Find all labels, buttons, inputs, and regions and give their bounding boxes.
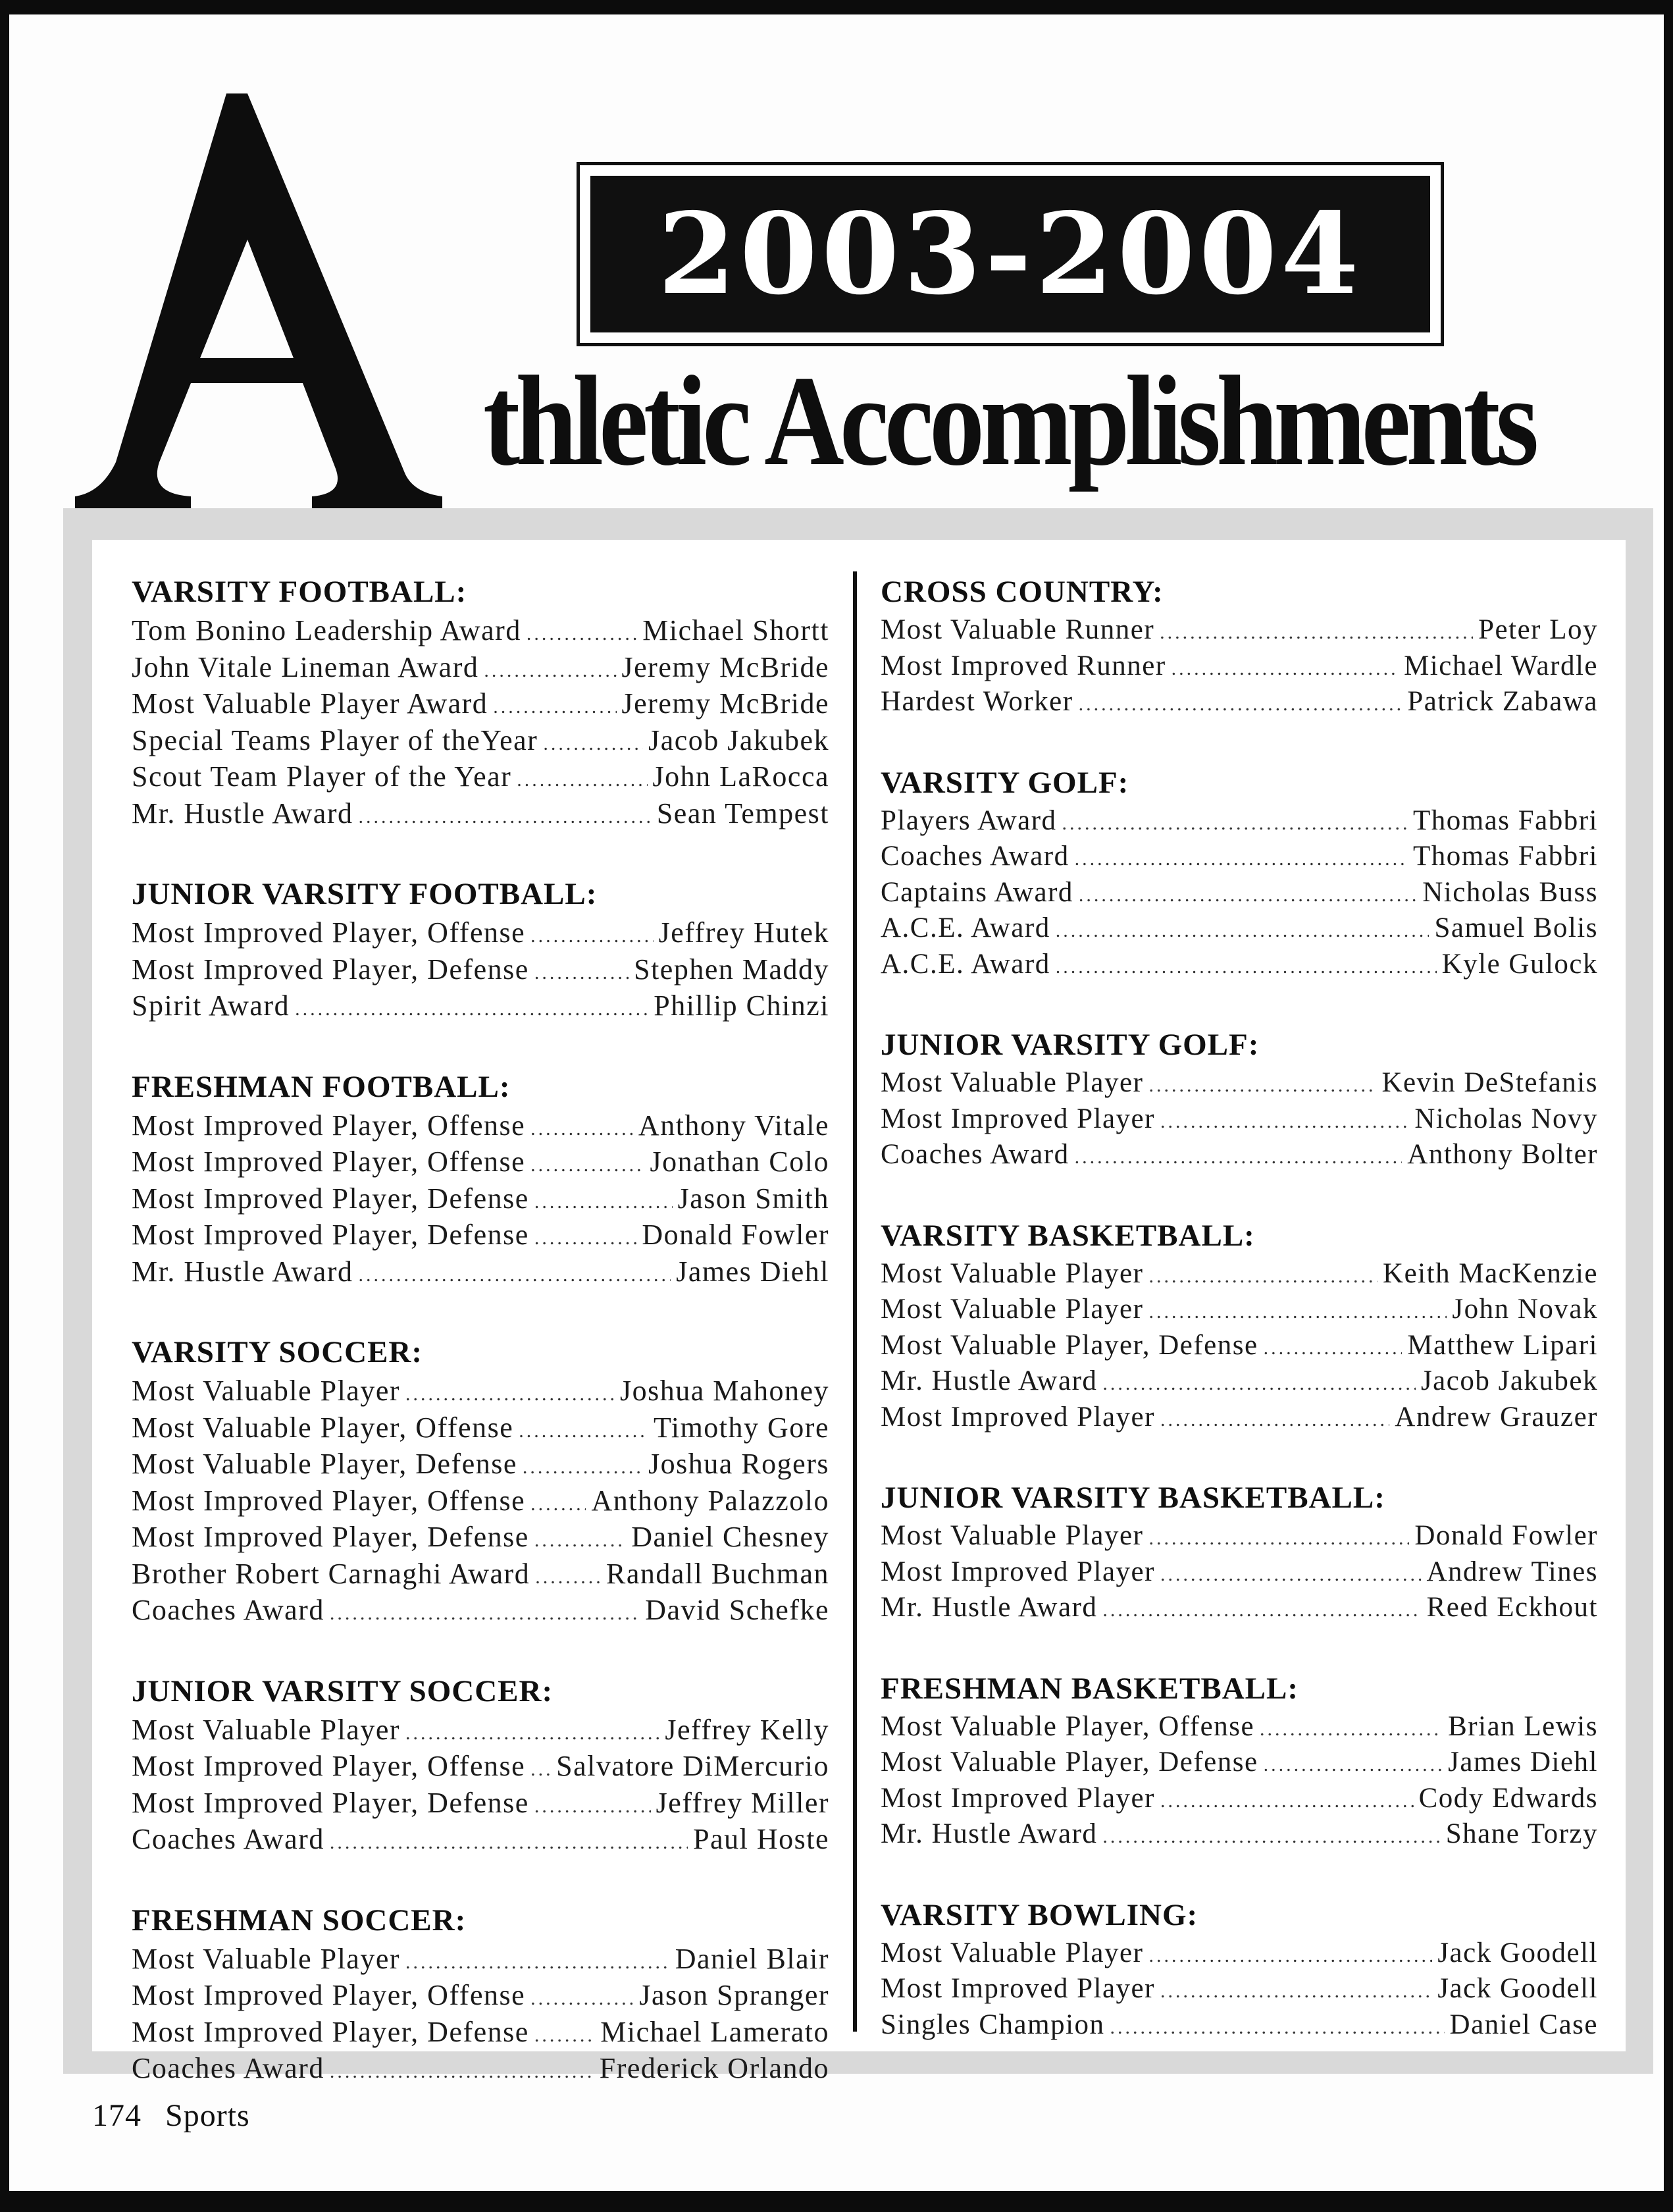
section-heading: JUNIOR VARSITY SOCCER: (132, 1673, 553, 1708)
award-winner: Andrew Grauzer (1395, 1401, 1598, 1433)
award-row (132, 1592, 829, 1629)
dot-leader (1160, 623, 1473, 643)
award-name: Most Improved Player, Defense (132, 953, 529, 986)
award-winner: Donald Fowler (642, 1219, 829, 1251)
dot-leader (330, 1833, 688, 1853)
award-name: Most Improved Player (881, 1401, 1155, 1433)
award-row (132, 612, 829, 649)
award-section (132, 1900, 829, 2087)
dot-leader (1102, 1374, 1416, 1394)
award-row (881, 1101, 1598, 1138)
award-name: Tom Bonino Leadership Award (132, 614, 521, 646)
award-name: Most Valuable Player, Offense (881, 1710, 1255, 1742)
dot-leader (484, 661, 616, 681)
dot-leader (517, 770, 647, 790)
dot-leader (1110, 2018, 1445, 2038)
award-section (132, 571, 829, 831)
award-row (132, 1446, 829, 1483)
dot-leader (530, 1989, 634, 2009)
award-winner: Jeremy McBride (621, 687, 829, 720)
award-row (132, 1556, 829, 1593)
award-winner: Daniel Blair (675, 1942, 829, 1975)
award-name: Mr. Hustle Award (881, 1592, 1098, 1623)
award-winner: Anthony Palazzolo (591, 1484, 829, 1517)
award-row (132, 1977, 829, 2014)
award-row (881, 1554, 1598, 1591)
award-row (132, 685, 829, 722)
award-section (132, 1066, 829, 1290)
award-row (132, 1785, 829, 1822)
drop-cap-a (75, 93, 470, 515)
award-winner: Nicholas Buss (1422, 876, 1598, 908)
award-section (881, 1895, 1598, 2043)
award-row (881, 1816, 1598, 1853)
award-name: John Vitale Lineman Award (132, 650, 479, 683)
award-name: Scout Team Player of the Year (132, 760, 512, 793)
dot-leader (1148, 1302, 1447, 1322)
award-row (132, 1373, 829, 1409)
dot-leader (530, 1119, 633, 1139)
dot-leader (534, 963, 629, 983)
award-winner: Jason Spranger (639, 1979, 829, 2011)
award-row (881, 875, 1598, 911)
award-winner: Jeremy McBride (621, 650, 829, 683)
section-heading: VARSITY BOWLING: (881, 1897, 1198, 1932)
dot-leader (1056, 921, 1429, 941)
dot-leader (1148, 1267, 1377, 1286)
award-row (132, 1217, 829, 1253)
award-name: Most Valuable Player (881, 1257, 1144, 1289)
section-heading: JUNIOR VARSITY FOOTBALL: (132, 877, 598, 911)
award-winner: Kevin DeStefanis (1381, 1067, 1598, 1098)
dot-leader (330, 1604, 640, 1623)
dot-leader (1148, 1076, 1376, 1095)
award-winner: Michael Lamerato (600, 2015, 829, 2048)
award-row (132, 795, 829, 832)
award-winner: Matthew Lipari (1407, 1329, 1598, 1361)
award-row (132, 1180, 829, 1217)
dot-leader (1171, 659, 1399, 679)
award-name: Most Valuable Player, Defense (881, 1329, 1258, 1361)
dot-leader (530, 926, 653, 946)
award-name: Most Valuable Player (881, 1937, 1144, 1968)
award-winner: Shane Torzy (1445, 1818, 1598, 1849)
award-winner: Donald Fowler (1414, 1520, 1598, 1551)
award-winner: Patrick Zabawa (1407, 686, 1598, 717)
dot-leader (534, 1192, 673, 1212)
dot-leader (1075, 1147, 1403, 1167)
award-winner: John LaRocca (652, 760, 829, 793)
section-name: Sports (165, 2098, 250, 2133)
dot-leader (1160, 1410, 1389, 1430)
award-winner: Phillip Chinzi (654, 989, 829, 1022)
award-row (881, 1363, 1598, 1400)
award-name: Most Improved Player, Offense (132, 1146, 526, 1178)
award-name: Most Improved Player (881, 1973, 1155, 2004)
dot-leader (1264, 1755, 1443, 1775)
award-name: Most Valuable Runner (881, 614, 1155, 645)
award-winner: Peter Loy (1478, 614, 1598, 645)
award-name: Coaches Award (881, 841, 1069, 872)
award-row (132, 1821, 829, 1858)
award-name: Brother Robert Carnaghi Award (132, 1557, 530, 1590)
dot-leader (534, 1797, 651, 1816)
award-name: Hardest Worker (881, 686, 1073, 717)
award-name: Most Improved Player, Defense (132, 1521, 529, 1553)
dot-leader (405, 1953, 670, 1972)
left-column (132, 571, 829, 2129)
dot-leader (1160, 1791, 1414, 1811)
award-row (881, 1590, 1598, 1626)
column-divider (853, 571, 857, 2032)
award-row (132, 1519, 829, 1556)
award-winner: Keith MacKenzie (1383, 1257, 1598, 1289)
award-row (881, 947, 1598, 983)
award-winner: Michael Wardle (1404, 650, 1598, 681)
dot-leader (535, 1567, 601, 1587)
award-winner: Stephen Maddy (634, 953, 829, 986)
award-name: Spirit Award (132, 989, 290, 1022)
award-name: Mr. Hustle Award (881, 1818, 1098, 1849)
award-row (881, 612, 1598, 648)
award-winner: Jack Goodell (1437, 1937, 1598, 1968)
dot-leader (1075, 849, 1408, 869)
award-row (881, 1745, 1598, 1781)
award-name: Most Valuable Player (881, 1067, 1144, 1098)
section-heading: FRESHMAN FOOTBALL: (132, 1069, 511, 1104)
section-heading: VARSITY FOOTBALL: (132, 575, 467, 609)
award-row (132, 1712, 829, 1749)
award-name: Captains Award (881, 876, 1073, 908)
award-winner: Jacob Jakubek (1420, 1365, 1598, 1396)
award-name: Most Valuable Player (881, 1520, 1144, 1551)
award-winner: Jeffrey Miller (656, 1786, 829, 1819)
year-text: 2003-2004 (590, 176, 1430, 332)
award-winner: Paul Hoste (693, 1823, 829, 1855)
award-row (132, 914, 829, 951)
dot-leader (493, 697, 616, 717)
section-heading: FRESHMAN BASKETBALL: (881, 1671, 1299, 1706)
right-column (881, 571, 1598, 2085)
award-winner: James Diehl (676, 1255, 829, 1288)
award-row (132, 951, 829, 988)
section-heading: JUNIOR VARSITY BASKETBALL: (881, 1481, 1385, 1515)
award-row (881, 803, 1598, 839)
award-name: Coaches Award (132, 1594, 324, 1626)
award-name: Most Improved Player (881, 1556, 1155, 1587)
award-name: Most Improved Player (881, 1782, 1155, 1814)
award-winner: Cody Edwards (1418, 1782, 1598, 1814)
award-winner: Salvatore DiMercurio (556, 1750, 829, 1782)
award-winner: Anthony Vitale (638, 1109, 829, 1142)
section-heading: VARSITY BASKETBALL: (881, 1218, 1255, 1253)
dot-leader (530, 1494, 586, 1514)
dot-leader (534, 1531, 626, 1550)
award-name: Most Valuable Player, Defense (881, 1747, 1258, 1778)
dot-leader (1160, 1982, 1432, 2001)
award-winner: Jonathan Colo (650, 1146, 829, 1178)
dot-leader (543, 734, 643, 754)
award-row (881, 1256, 1598, 1292)
award-row (132, 2050, 829, 2087)
dot-leader (1148, 1946, 1432, 1966)
award-name: Coaches Award (881, 1139, 1069, 1170)
award-row (881, 1065, 1598, 1101)
award-winner: Randall Buchman (606, 1557, 829, 1590)
dot-leader (1079, 885, 1417, 905)
dot-leader (1148, 1529, 1409, 1548)
award-name: Singles Champion (881, 2009, 1105, 2040)
dot-leader (530, 1760, 551, 1779)
dot-leader (523, 1458, 643, 1477)
award-winner: David Schefke (645, 1594, 829, 1626)
section-heading: VARSITY GOLF: (881, 765, 1129, 800)
award-winner: Timothy Gore (654, 1411, 829, 1444)
award-section (881, 571, 1598, 720)
award-name: Most Valuable Player (132, 1942, 401, 1975)
award-winner: Sean Tempest (656, 797, 829, 830)
award-name: A.C.E. Award (881, 948, 1050, 980)
award-row (881, 1518, 1598, 1554)
award-row (881, 839, 1598, 875)
award-name: Most Improved Runner (881, 650, 1166, 681)
award-winner: Andrew Tines (1426, 1556, 1598, 1587)
award-winner: Michael Shortt (642, 614, 829, 646)
year-banner (577, 162, 1444, 346)
award-section (881, 1024, 1598, 1173)
award-name: Most Improved Player, Offense (132, 1109, 526, 1142)
section-heading: CROSS COUNTRY: (881, 575, 1164, 609)
award-row (881, 684, 1598, 720)
dot-leader (1264, 1338, 1403, 1358)
award-name: Special Teams Player of theYear (132, 724, 538, 756)
award-winner: Anthony Bolter (1407, 1139, 1598, 1170)
award-row (881, 1328, 1598, 1364)
award-section (881, 1668, 1598, 1853)
award-row (881, 1137, 1598, 1173)
dot-leader (534, 2026, 595, 2045)
award-winner: Jack Goodell (1437, 1973, 1598, 2004)
award-winner: James Diehl (1448, 1747, 1598, 1778)
award-row (132, 722, 829, 759)
award-name: Coaches Award (132, 1823, 324, 1855)
section-heading: FRESHMAN SOCCER: (132, 1903, 467, 1937)
award-winner: Jacob Jakubek (648, 724, 829, 756)
award-row (881, 1936, 1598, 1972)
award-row (881, 1781, 1598, 1817)
page-title: thletic Accomplishments (483, 350, 1535, 492)
dot-leader (527, 624, 637, 644)
dot-leader (530, 1155, 644, 1175)
award-row (881, 1709, 1598, 1745)
award-name: Most Improved Player (881, 1103, 1155, 1134)
award-name: Most Improved Player, Offense (132, 1484, 526, 1517)
award-name: Most Improved Player, Offense (132, 916, 526, 949)
award-winner: Joshua Rogers (648, 1448, 829, 1480)
award-row (132, 758, 829, 795)
award-winner: Thomas Fabbri (1412, 841, 1598, 872)
award-section (881, 1215, 1598, 1436)
award-name: Most Improved Player, Defense (132, 1219, 529, 1251)
dot-leader (1160, 1565, 1422, 1585)
award-name: Most Valuable Player, Defense (132, 1448, 517, 1480)
dot-leader (1079, 695, 1403, 714)
dot-leader (295, 999, 648, 1019)
award-winner: Joshua Mahoney (620, 1375, 829, 1407)
section-heading: VARSITY SOCCER: (132, 1335, 423, 1369)
page-footer (92, 2097, 274, 2134)
award-winner: Reed Eckhout (1426, 1592, 1598, 1623)
dot-leader (1160, 1112, 1409, 1132)
award-section (132, 1671, 829, 1858)
award-row (132, 1144, 829, 1180)
award-winner: Nicholas Novy (1414, 1103, 1598, 1134)
award-section (881, 762, 1598, 983)
award-name: Most Valuable Player (132, 1713, 401, 1746)
dot-leader (1056, 957, 1437, 977)
award-row (881, 1292, 1598, 1328)
award-name: Mr. Hustle Award (132, 1255, 353, 1288)
award-name: Most Valuable Player, Offense (132, 1411, 514, 1444)
dot-leader (1062, 814, 1408, 833)
award-name: Most Improved Player, Defense (132, 1182, 529, 1215)
award-winner: John Novak (1452, 1294, 1598, 1325)
award-row (132, 1483, 829, 1519)
page-number: 174 (92, 2098, 142, 2133)
award-winner: Jason Smith (677, 1182, 829, 1215)
dot-leader (1102, 1600, 1421, 1620)
award-section (132, 874, 829, 1024)
award-name: Most Improved Player, Defense (132, 1786, 529, 1819)
award-winner: Thomas Fabbri (1412, 804, 1598, 836)
award-winner: Jeffrey Hutek (658, 916, 829, 949)
award-name: Most Improved Player, Offense (132, 1979, 526, 2011)
dot-leader (1102, 1827, 1440, 1847)
award-row (132, 988, 829, 1024)
award-row (132, 1409, 829, 1446)
award-name: Coaches Award (132, 2052, 324, 2084)
dot-leader (359, 807, 652, 827)
dot-leader (330, 2062, 594, 2082)
award-name: Most Valuable Player (132, 1375, 401, 1407)
award-name: Most Improved Player, Defense (132, 2015, 529, 2048)
dot-leader (534, 1228, 637, 1248)
dot-leader (519, 1421, 648, 1441)
award-row (881, 910, 1598, 947)
section-heading: JUNIOR VARSITY GOLF: (881, 1028, 1260, 1062)
award-row (881, 1971, 1598, 2007)
award-row (881, 2007, 1598, 2043)
award-row (132, 1107, 829, 1144)
dot-leader (359, 1265, 671, 1285)
award-winner: Daniel Case (1449, 2009, 1598, 2040)
award-row (132, 1748, 829, 1785)
award-name: Players Award (881, 804, 1057, 836)
award-name: Most Valuable Player Award (132, 687, 488, 720)
award-winner: Samuel Bolis (1434, 912, 1598, 943)
award-row (132, 649, 829, 686)
award-winner: Daniel Chesney (631, 1521, 829, 1553)
award-row (881, 1400, 1598, 1436)
dot-leader (405, 1384, 615, 1404)
award-name: Mr. Hustle Award (881, 1365, 1098, 1396)
dot-leader (1260, 1720, 1443, 1739)
award-name: A.C.E. Award (881, 912, 1050, 943)
award-section (132, 1332, 829, 1629)
award-row (132, 1941, 829, 1978)
award-row (881, 648, 1598, 685)
dot-leader (405, 1724, 659, 1743)
award-name: Mr. Hustle Award (132, 797, 353, 830)
award-row (132, 1253, 829, 1290)
award-winner: Kyle Gulock (1441, 948, 1598, 980)
award-name: Most Valuable Player (881, 1294, 1144, 1325)
award-winner: Jeffrey Kelly (665, 1713, 829, 1746)
award-winner: Brian Lewis (1448, 1710, 1598, 1742)
award-name: Most Improved Player, Offense (132, 1750, 526, 1782)
award-section (881, 1477, 1598, 1626)
award-winner: Frederick Orlando (599, 2052, 829, 2084)
award-row (132, 2014, 829, 2051)
